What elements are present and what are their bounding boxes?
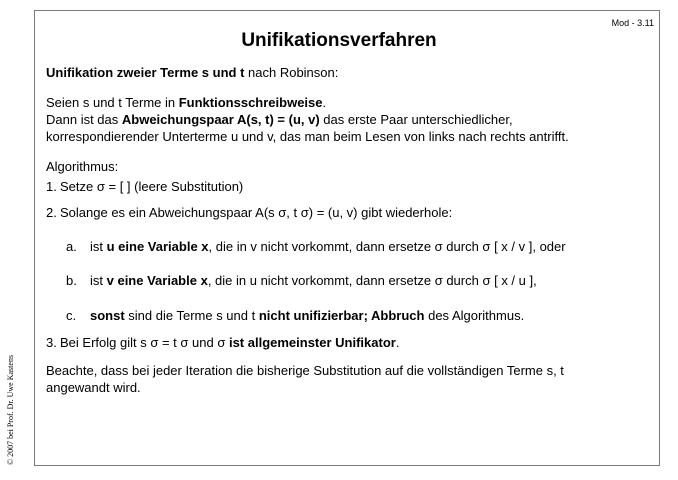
intro-rest: nach Robinson:: [244, 65, 339, 80]
def-text: das erste Paar unterschiedlicher,: [319, 112, 513, 127]
intro-line: [46, 64, 338, 81]
step-3: [46, 334, 399, 351]
substep-text: des Algorithmus.: [424, 308, 525, 323]
step-bold: ist allgemeinster Unifikator: [228, 335, 396, 350]
definition-line-1: [46, 94, 326, 111]
page-id: Mod - 3.11: [611, 18, 654, 28]
intro-bold: Unifikation zweier Terme s und t: [46, 65, 245, 80]
step-text: Setze σ = [ ] (leere Substitution): [60, 179, 244, 194]
step-number: 2.: [46, 205, 57, 220]
substep-c: [66, 307, 524, 324]
step-2: [46, 204, 452, 221]
step-number: 1.: [46, 179, 57, 194]
def-bold: Abweichungspaar A(s, t) = (u, v): [121, 112, 320, 127]
algorithm-label: Algorithmus:: [46, 159, 119, 174]
substep-label: c.: [66, 308, 77, 323]
substep-a: [66, 238, 566, 255]
substep-b: [66, 272, 537, 289]
note-line-2: angewandt wird.: [46, 380, 141, 395]
step-number: 3.: [46, 335, 57, 350]
copyright-notice: © 2007 bei Prof. Dr. Uwe Kastens: [6, 354, 15, 465]
substep-bold: sonst: [90, 308, 125, 323]
substep-text: ist: [90, 239, 107, 254]
substep-bold: nicht unifizierbar; Abbruch: [258, 308, 425, 323]
step-1: [46, 178, 243, 195]
step-text: .: [395, 335, 400, 350]
definition-line-3: korrespondierender Unterterme u und v, das man beim Lesen von links nach rechts antrifft.: [46, 129, 569, 144]
substep-text: sind die Terme s und t: [124, 308, 259, 323]
substep-text: ist: [90, 273, 107, 288]
substep-text: , die in u nicht vorkommt, dann ersetze σ durch σ [ x / u ],: [207, 273, 537, 288]
substep-bold: u eine Variable x: [106, 239, 209, 254]
note-line-1: Beachte, dass bei jeder Iteration die bisherige Substitution auf die vollständigen Terme s, t: [46, 363, 564, 378]
definition-line-2: [46, 111, 513, 128]
step-text: Bei Erfolg gilt s σ = t σ und σ: [60, 335, 229, 350]
def-bold: Funktionsschreibweise: [178, 95, 323, 110]
def-text: Dann ist das: [46, 112, 122, 127]
substep-label: a.: [66, 239, 77, 254]
def-text: .: [322, 95, 327, 110]
step-text: Solange es ein Abweichungspaar A(s σ, t σ) = (u, v) gibt wiederhole:: [60, 205, 453, 220]
substep-label: b.: [66, 273, 77, 288]
def-text: Seien s und t Terme in: [46, 95, 179, 110]
substep-bold: v eine Variable x: [106, 273, 208, 288]
substep-text: , die in v nicht vorkommt, dann ersetze σ durch σ [ x / v ], oder: [208, 239, 566, 254]
page-title: Unifikationsverfahren: [241, 30, 437, 51]
